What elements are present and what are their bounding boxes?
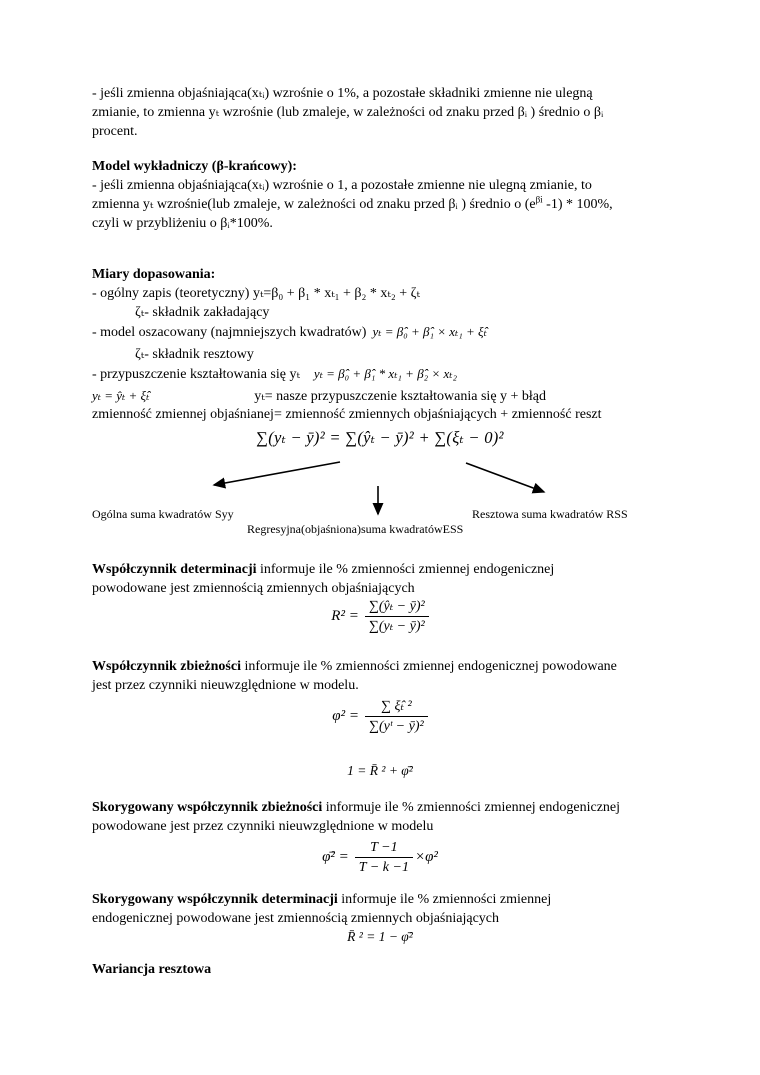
text-part: informuje ile % zmienności zmiennej endogenicznej [256, 562, 555, 577]
label-regression-sum-of-squares: Regresyjna(objaśniona)suma kwadratówESS [247, 522, 464, 536]
miary-line-skladnik-zakladajacy: ζₜ- składnik zakładający [135, 305, 270, 320]
text-line: - jeśli zmienna objaśniająca(xₜᵢ) wzrośnie o 1%, a pozostałe składniki zmienne nie ulegną [92, 86, 593, 101]
fraction-denominator: T − k −1 [358, 860, 409, 875]
text-part: yₜ= nasze przypuszczenie kształtowania się y + błąd [254, 389, 547, 404]
sum-of-squares-equation: ∑(yₜ − ȳ)² = ∑(ŷₜ − ȳ)² + ∑(ξₜ − 0)² [256, 428, 504, 447]
exponent-beta-i: βi [535, 194, 543, 205]
paragraph-skorygowany-zbieznosci [92, 798, 620, 836]
section-heading-model-wykladniczy: Model wykładniczy (β-krańcowy): [92, 159, 297, 174]
term-wspolczynnik-determinacji: Współczynnik determinacji [92, 562, 257, 577]
text-part: -1) * 100%, [542, 197, 613, 212]
paragraph-skorygowany-determinacji [92, 890, 551, 928]
text-line: procent. [92, 124, 138, 139]
fraction-numerator: ∑ ξ̂ₜ ² [365, 698, 428, 717]
paragraph-wspolczynnik-zbieznosci [92, 657, 617, 695]
fraction-numerator: T −1 [355, 839, 413, 858]
miary-line-decomposition [92, 386, 546, 406]
term-wspolczynnik-zbieznosci: Współczynnik zbieżności [92, 659, 241, 674]
text-line [92, 195, 613, 214]
text-line: powodowane jest przez czynniki nieuwzględnione w modelu [92, 819, 434, 834]
paragraph-wspolczynnik-determinacji [92, 560, 554, 598]
term-skorygowany-determinacji: Skorygowany współczynnik determinacji [92, 892, 338, 907]
label-total-sum-of-squares: Ogólna suma kwadratów Syy [92, 507, 234, 521]
fraction-numerator: ∑(ŷₜ − ȳ)² [365, 598, 429, 617]
arrow-down-left-icon [214, 462, 340, 485]
formula-lhs: R² = [331, 608, 359, 624]
paragraph-elasticity [92, 84, 603, 141]
miary-line-skladnik-resztowy: ζₜ- składnik resztowy [135, 347, 254, 362]
text-line [92, 890, 551, 909]
section-heading-miary-dopasowania: Miary dopasowania: [92, 267, 216, 282]
miary-line-zmiennosc: zmienność zmiennej objaśnianej= zmienność zmiennych objaśniających + zmienność reszt [92, 407, 602, 422]
fraction-denominator: ∑(yₜ − ȳ)² [368, 619, 425, 634]
formula-suffix: ×φ² [414, 849, 438, 865]
term-skorygowany-zbieznosci: Skorygowany współczynnik zbieżności [92, 800, 323, 815]
text-line [92, 560, 554, 579]
phi-squared-formula [0, 698, 760, 735]
miary-line-ogolny-zapis: - ogólny zapis (teoretyczny) yₜ=β₀ + β₁ * xₜ₁ + β₂ * xₜ₂ + ζₜ [92, 286, 420, 301]
inline-formula-residual: yₜ = ŷₜ + ξ̂ₜ [92, 388, 150, 403]
text-part: - przypuszczenie kształtowania się yₜ [92, 367, 300, 382]
text-line: zmianie, to zmienna yₜ wzrośnie (lub zmaleje, w zależności od znaku przed βᵢ ) średnio o βᵢ [92, 105, 604, 120]
text-line: czyli w przybliżeniu o βᵢ*100%. [92, 216, 273, 231]
arrow-down-right-icon [466, 463, 544, 492]
fraction [355, 839, 413, 876]
text-part: - model oszacowany (najmniejszych kwadratów) [92, 325, 367, 340]
fraction-denominator: ∑(yᵗ − ȳ)² [368, 719, 424, 734]
text-part: informuje ile % zmienności zmiennej endogenicznej powodowane [240, 659, 617, 674]
formula-lhs: φ̄² = [322, 849, 349, 865]
inline-formula-fitted: yₜ = β̂₀ + β̂₁ * xₜ₁ + β̂₂ × xₜ₂ [313, 366, 457, 381]
text-part: informuje ile % zmienności zmiennej [337, 892, 552, 907]
section-heading-wariancja-resztowa: Wariancja resztowa [92, 962, 212, 977]
fraction [365, 698, 428, 735]
text-part: zmienna yₜ wzrośnie(lub zmaleje, w zależności od znaku przed βᵢ ) średnio o (e [92, 197, 536, 212]
inline-formula-ols: yₜ = β̂₀ + β̂₁ × xₜ₁ + ξ̂ₜ [372, 324, 487, 339]
text-line: jest przez czynniki nieuwzględnione w modelu. [92, 678, 359, 693]
text-part: informuje ile % zmienności zmiennej endogenicznej [322, 800, 621, 815]
adjusted-phi-squared-formula [0, 839, 760, 876]
fraction [365, 598, 429, 635]
miary-line-przypuszczenie [92, 364, 457, 384]
paragraph-model-wykladniczy [92, 176, 613, 233]
text-line [92, 657, 617, 676]
r-squared-formula [0, 598, 760, 635]
label-residual-sum-of-squares: Resztowa suma kwadratów RSS [472, 507, 628, 521]
formula-lhs: φ² = [332, 708, 359, 724]
text-line [92, 798, 620, 817]
text-line: endogenicznej powodowane jest zmiennością zmiennych objaśniających [92, 911, 500, 926]
unity-identity-formula: 1 = R̄ ² + φ̄² [347, 763, 413, 778]
text-line: - jeśli zmienna objaśniająca(xₜᵢ) wzrośnie o 1, a pozostałe zmienne nie ulegną zmianie, to [92, 178, 592, 193]
miary-line-model-oszacowany [92, 322, 487, 342]
adjusted-r-squared-formula: R̄ ² = 1 − φ̄² [347, 929, 413, 944]
text-line: powodowane jest zmiennością zmiennych objaśniających [92, 581, 415, 596]
